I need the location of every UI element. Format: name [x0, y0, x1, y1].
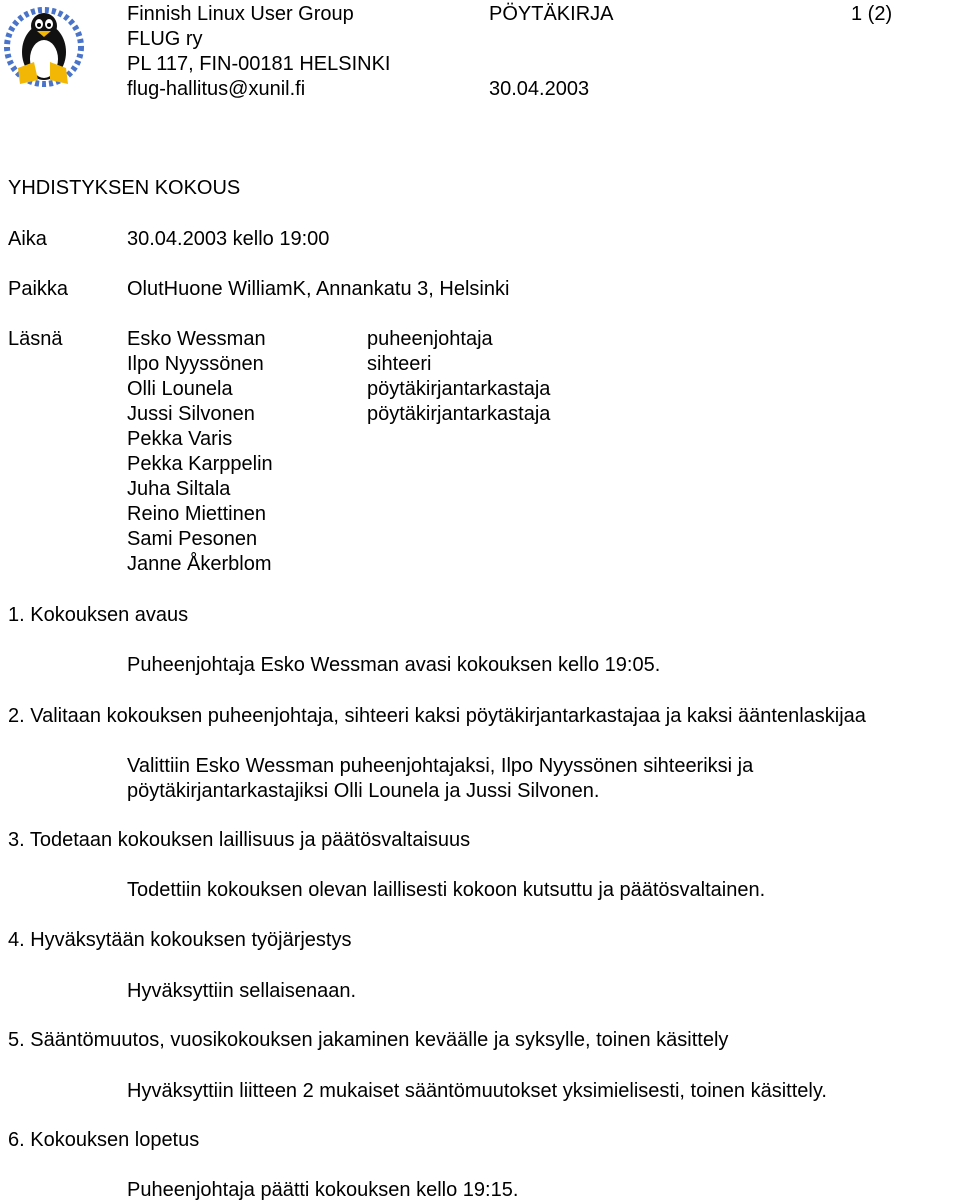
org-name: Finnish Linux User Group	[127, 3, 354, 25]
tux-penguin-logo	[4, 4, 84, 90]
lasna-label: Läsnä	[8, 328, 63, 350]
org-email: flug-hallitus@xunil.fi	[127, 78, 306, 100]
section-heading: 6. Kokouksen lopetus	[8, 1129, 200, 1151]
attendee-name: Jussi Silvonen	[127, 403, 255, 425]
attendee-role: pöytäkirjantarkastaja	[367, 403, 551, 425]
aika-label: Aika	[8, 228, 47, 250]
section-body: Valittiin Esko Wessman puheenjohtajaksi, Ilpo Nyyssönen sihteeriksi ja	[127, 755, 754, 777]
org-address: PL 117, FIN-00181 HELSINKI	[127, 53, 391, 75]
aika-value: 30.04.2003 kello 19:00	[127, 228, 330, 250]
section-heading: 5. Sääntömuutos, vuosikokouksen jakaminen keväälle ja syksylle, toinen käsittely	[8, 1029, 729, 1051]
attendee-name: Reino Miettinen	[127, 503, 266, 525]
attendee-name: Ilpo Nyyssönen	[127, 353, 264, 375]
attendee-roles	[367, 327, 550, 427]
org-block	[127, 2, 390, 102]
header-date: 30.04.2003	[489, 78, 590, 100]
section-body: Puheenjohtaja Esko Wessman avasi kokouksen kello 19:05.	[127, 654, 661, 676]
attendee-name: Janne Åkerblom	[127, 553, 272, 575]
section-body: Hyväksyttiin liitteen 2 mukaiset sääntömuutokset yksimielisesti, toinen käsittely.	[127, 1080, 827, 1102]
section-body: Todettiin kokouksen olevan laillisesti kokoon kutsuttu ja päätösvaltainen.	[127, 879, 766, 901]
attendee-name: Esko Wessman	[127, 328, 266, 350]
attendee-role: sihteeri	[367, 353, 432, 375]
attendee-name: Olli Lounela	[127, 378, 233, 400]
section-heading: 3. Todetaan kokouksen laillisuus ja päätösvaltaisuus	[8, 829, 471, 851]
section-body: Puheenjohtaja päätti kokouksen kello 19:15.	[127, 1179, 519, 1201]
page-number: 1 (2)	[851, 3, 893, 25]
attendee-role: pöytäkirjantarkastaja	[367, 378, 551, 400]
org-short-name: FLUG ry	[127, 28, 203, 50]
attendee-names	[127, 327, 273, 577]
attendee-name: Pekka Karppelin	[127, 453, 273, 475]
attendee-name: Sami Pesonen	[127, 528, 258, 550]
paikka-value: OlutHuone WilliamK, Annankatu 3, Helsinki	[127, 278, 510, 300]
attendee-name: Juha Siltala	[127, 478, 231, 500]
section-heading: 2. Valitaan kokouksen puheenjohtaja, sihteeri kaksi pöytäkirjantarkastajaa ja kaksi ääntenlaskijaa	[8, 705, 866, 727]
section-body: pöytäkirjantarkastajiksi Olli Lounela ja Jussi Silvonen.	[127, 780, 600, 802]
section-body: Hyväksyttiin sellaisenaan.	[127, 980, 356, 1002]
section-heading: 4. Hyväksytään kokouksen työjärjestys	[8, 929, 352, 951]
section-heading: 1. Kokouksen avaus	[8, 604, 189, 626]
attendee-name: Pekka Varis	[127, 428, 233, 450]
attendee-role: puheenjohtaja	[367, 328, 493, 350]
document-title: YHDISTYKSEN KOKOUS	[8, 177, 241, 199]
paikka-label: Paikka	[8, 278, 69, 300]
doc-type: PÖYTÄKIRJA	[489, 3, 614, 25]
